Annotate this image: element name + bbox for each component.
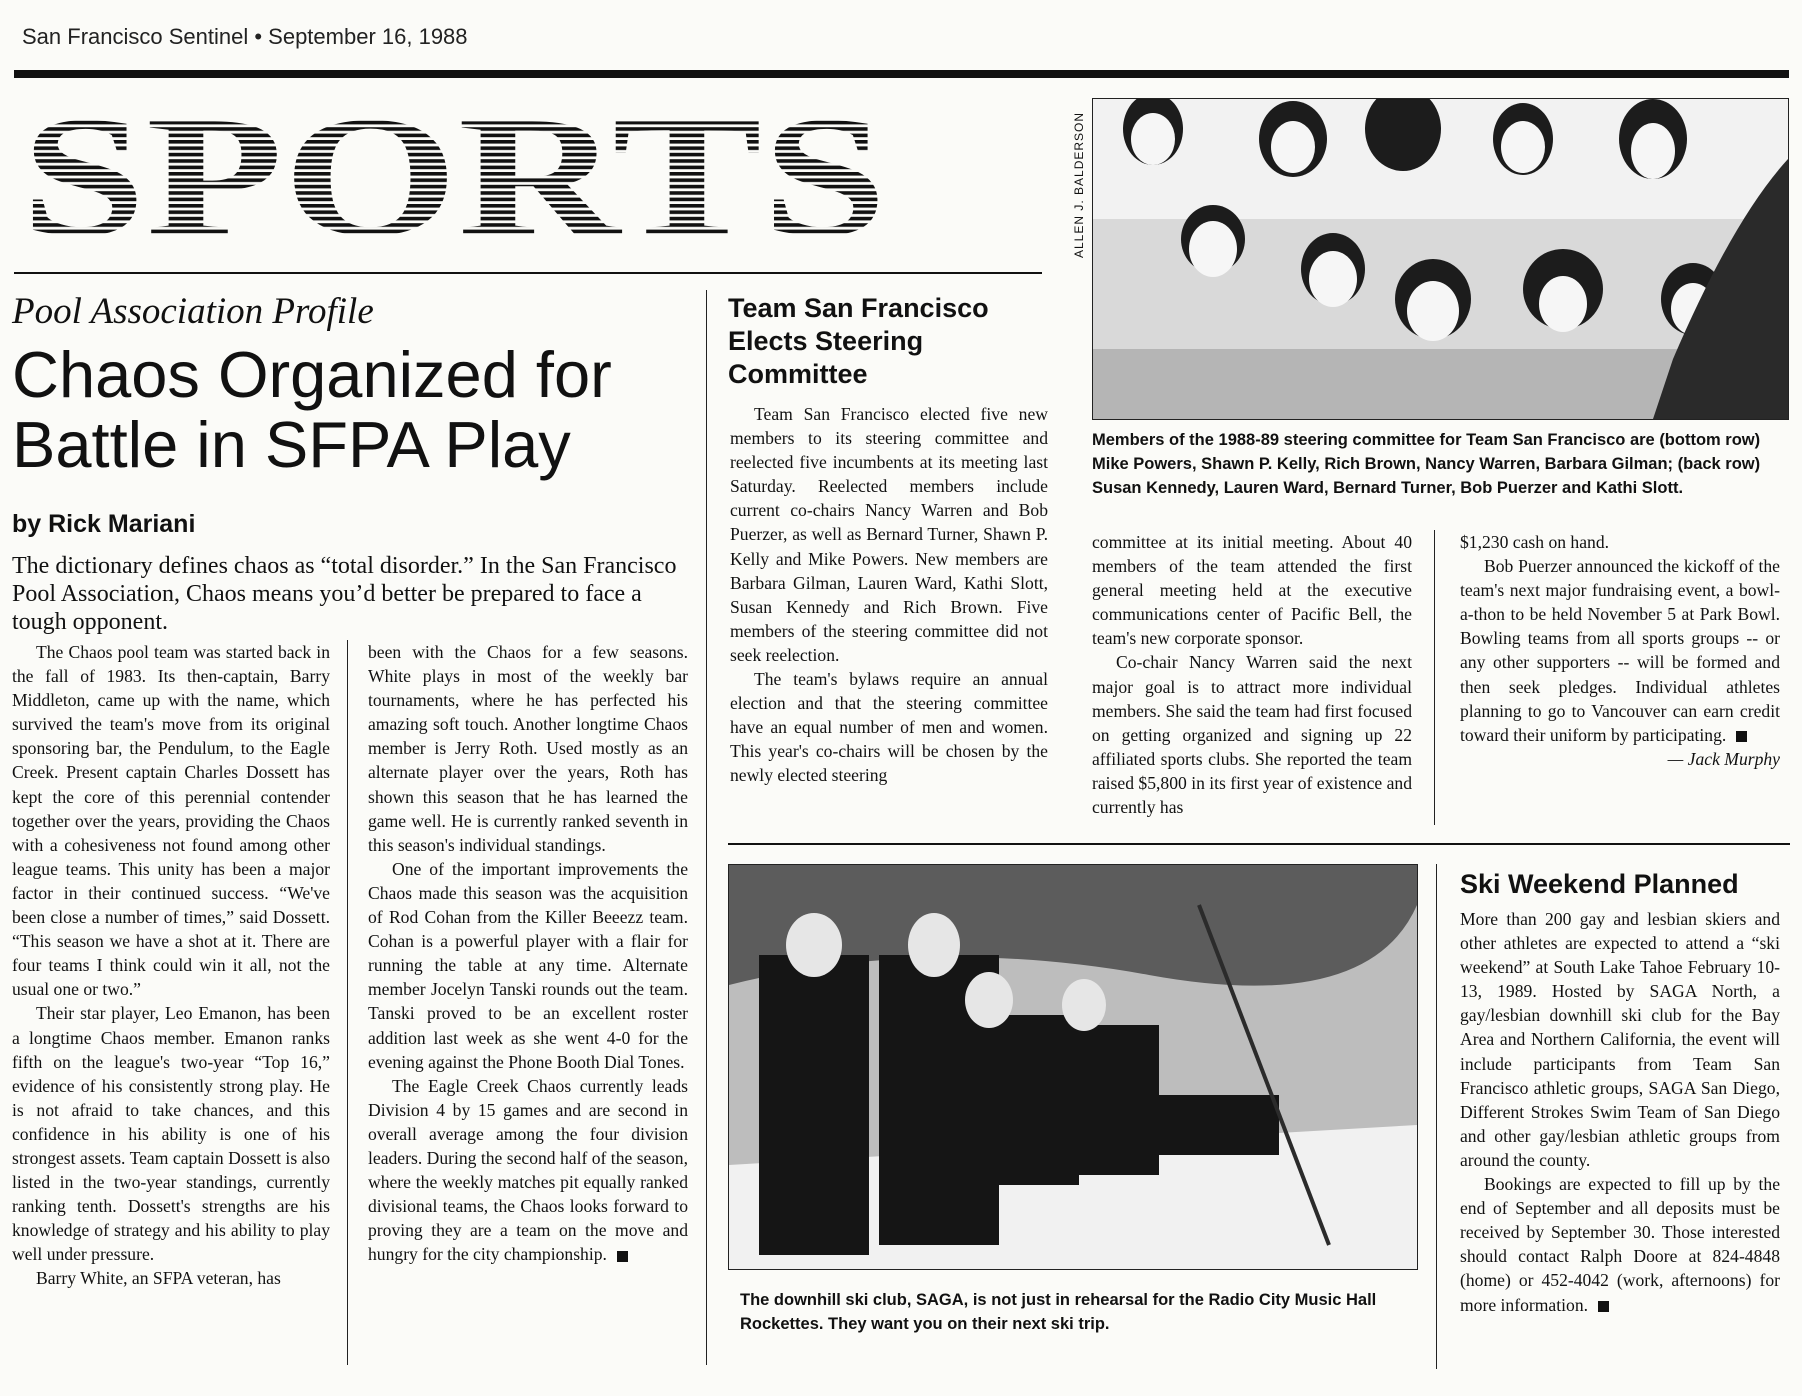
- end-mark-icon: [1736, 731, 1747, 742]
- pool-headline: Chaos Organized for Battle in SFPA Play: [12, 338, 612, 481]
- pool-col1-para-1: The Chaos pool team was started back in the fall of 1983. Its then-captain, Barry Middleton, came up with the name, which survived the team's move from its original sponsoring bar, the Pendulum, to the Eagle Creek. Present captain Charles Dossett has kept the core of this perennial contender together over the years, providing the Chaos with a cohesiveness not found among other league teams. This unity has been a major factor in their continued success. “We've been close a number of times,” said Dossett. “This season we have a shot at it. There are four teams I think could win it all, not the usual one or two.”: [12, 642, 330, 1000]
- ski-para-2-text: Bookings are expected to fill up by the end of September and all deposits must be received by September 30. Those interested should contact Ralph Doore at 824-4848 (home) or 452-4042 (work, afternoons) for more information.: [1460, 1174, 1780, 1315]
- sports-section-logo: [18, 108, 890, 236]
- team-col2-para-1: committee at its initial meeting. About 40 members of the team attended the first general meeting held at the executive communications center of Pacific Bell, the team's new corporate sponsor.: [1092, 532, 1412, 649]
- team-photo-credit: ALLEN J. BALDERSON: [1072, 111, 1086, 258]
- team-col3-para-1: $1,230 cash on hand.: [1460, 532, 1610, 552]
- column-rule: [1434, 530, 1435, 825]
- pool-col2-para-1: been with the Chaos for a few seasons. White plays in most of the weekly bar tournaments, where he has perfected his amazing soft touch. Another longtime Chaos member is Jerry Roth. Used mostly as an alternate player over the years, Roth has shown this season that he has learned the game well. He is currently ranked seventh in this season's individual standings.: [368, 642, 688, 855]
- ski-photo-caption: The downhill ski club, SAGA, is not just in rehearsal for the Radio City Music Hall Rockettes. They want you on their next ski trip.: [740, 1291, 1377, 1333]
- team-col1-para-1: Team San Francisco elected five new members to its steering committee and reelected five incumbents at its meeting last Saturday. Reelected members include current co-chairs Nancy Warren and Bob Puerzer, as well as Bernard Turner, Shawn P. Kelly and Mike Powers. New members are Barbara Gilman, Lauren Ward, Kathi Slott, Susan Kennedy and Rich Brown. Five members of the steering committee did not seek reelection.: [730, 404, 1048, 665]
- sports-logo-text: SPORTS: [21, 108, 887, 236]
- team-photo-image: [1093, 99, 1788, 419]
- ski-headline: Ski Weekend Planned: [1460, 869, 1739, 899]
- team-col3-para-2-text: Bob Puerzer announced the kickoff of the team's next major fundraising event, a bowl-a-thon to be held November 5 at Park Bowl. Bowling teams from all sports groups -- or any other supporters -- will be formed and then seek pledges. Individual athletes planning to go to Vancouver can earn credit toward their uniform by participating.: [1460, 556, 1780, 745]
- pool-column-2: [368, 640, 688, 1266]
- pool-col1-para-2: Their star player, Leo Emanon, has been a longtime Chaos member. Emanon ranks fifth on the league's two-year “Top 16,” evidence of his consistently strong play. He is not afraid to take chances, and this confidence in his ability is one of his strongest assets. Team captain Dossett is also listed in the two-year standings, currently ranking tenth. Dossett's strengths are his knowledge of strategy and his ability to play well under pressure.: [12, 1003, 330, 1265]
- pool-column-1: [12, 640, 330, 1291]
- pool-col2-para-3: [368, 1074, 688, 1267]
- column-rule: [1436, 864, 1437, 1369]
- ski-photo: [728, 864, 1418, 1270]
- team-col1-para-2: The team's bylaws require an annual election and that the steering committee have an equal number of men and women. This year's co-chairs will be chosen by the newly elected steering: [730, 669, 1048, 786]
- pool-col2-para-3-text: The Eagle Creek Chaos currently leads Division 4 by 15 games and are second in overall average among the four division leaders. During the second half of the season, where the weekly matches pit equally ranked divisional teams, the Chaos looks forward to proving they are a team on the move and hungry for the city championship.: [368, 1075, 689, 1265]
- horizontal-rule: [728, 843, 1790, 845]
- pool-byline: by Rick Mariani: [12, 510, 196, 538]
- top-rule: [14, 70, 1789, 78]
- column-rule: [347, 640, 348, 1365]
- pool-deck: The dictionary defines chaos as “total disorder.” In the San Francisco Pool Association, Chaos means you’d better be prepared to face a tough opponent.: [12, 553, 677, 635]
- team-photo-caption: Members of the 1988-89 steering committee for Team San Francisco are (bottom row) Mike Powers, Shawn P. Kelly, Rich Brown, Nancy Warren, Barbara Gilman; (back row) Susan Kennedy, Lauren Ward, Bernard Turner, Bob Puerzer and Kathi Slott.: [1092, 431, 1761, 497]
- pool-col1-para-3: Barry White, an SFPA veteran, has: [36, 1268, 281, 1289]
- column-rule: [706, 290, 707, 1365]
- end-mark-icon: [1598, 1301, 1609, 1312]
- ski-photo-image: [729, 865, 1417, 1269]
- team-headline: Team San Francisco Elects Steering Committee: [728, 293, 989, 389]
- ski-column: [1460, 907, 1780, 1317]
- team-column-3: [1460, 530, 1780, 771]
- end-mark-icon: [617, 1251, 628, 1262]
- ski-para-1: More than 200 gay and lesbian skiers and other athletes are expected to attend a “ski weekend” at South Lake Tahoe February 10-13, 1989. Hosted by SAGA North, a gay/lesbian downhill ski club for the Bay Area and Northern California, the event will include participants from Team San Francisco athletic groups, SAGA San Diego, Different Strokes Swim Team of San Diego and other gay/lesbian athletic groups from around the county.: [1460, 909, 1780, 1170]
- team-column-2: [1092, 530, 1412, 819]
- team-column-1: [730, 402, 1048, 788]
- team-signature: — Jack Murphy: [1667, 748, 1780, 769]
- team-col3-para-2: [1460, 554, 1780, 747]
- pool-kicker: Pool Association Profile: [12, 291, 374, 332]
- team-col2-para-2: Co-chair Nancy Warren said the next major goal is to attract more individual members. She said the team had first focused on getting organized and signing up 22 affiliated sports clubs. She reported the team raised $5,800 in its first year of existence and currently has: [1092, 652, 1413, 818]
- ski-para-2: [1460, 1172, 1780, 1317]
- masthead: San Francisco Sentinel • September 16, 1988: [22, 24, 468, 49]
- pool-col2-para-2: One of the important improvements the Chaos made this season was the acquisition of Rod Cohan from the Killer Beeezz team. Cohan is a powerful player with a flair for running the table at any time. Alternate member Jocelyn Tanski rounds out the team. Tanski proved to be an excellent roster addition last week as she went 4-0 for the evening against the Phone Booth Dial Tones.: [368, 858, 688, 1072]
- team-photo: [1092, 98, 1789, 420]
- section-rule: [14, 272, 1042, 274]
